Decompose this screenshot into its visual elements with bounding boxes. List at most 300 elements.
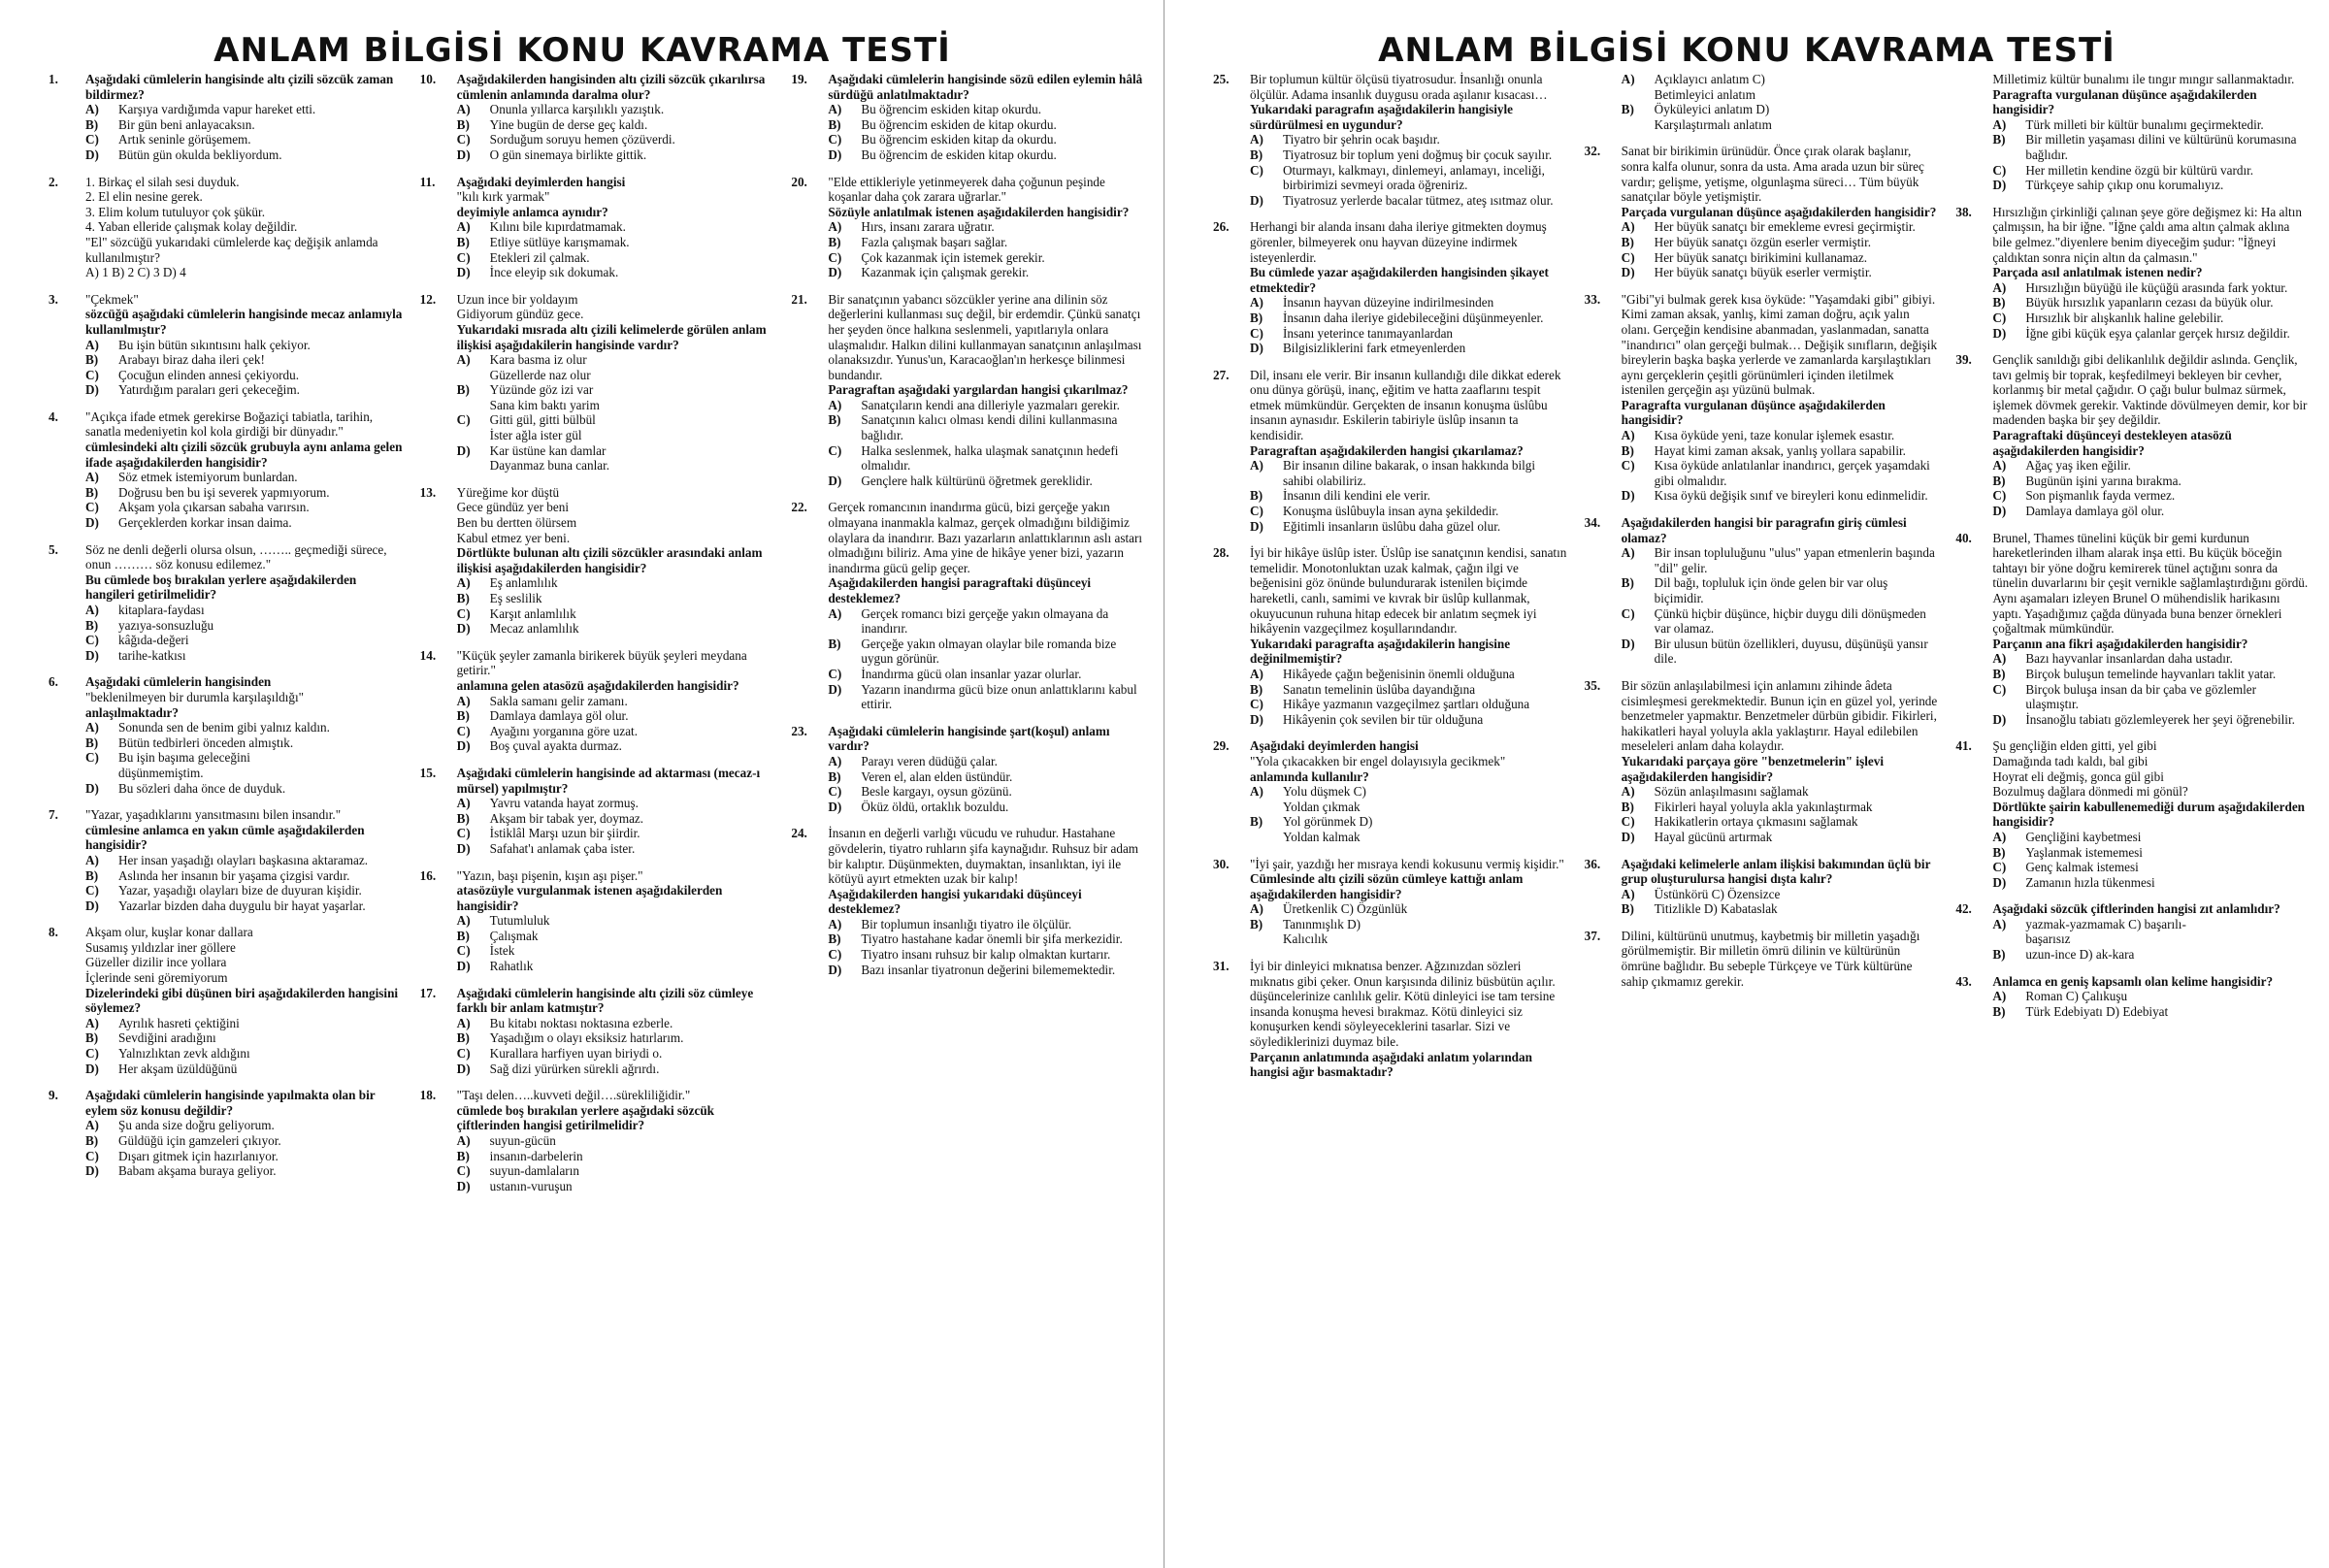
answer-option	[457, 796, 774, 811]
option-label: B)	[828, 412, 841, 428]
option-label: D)	[1250, 711, 1263, 727]
option-label: B)	[1621, 234, 1634, 249]
option-label: A)	[85, 102, 99, 117]
option-label: A)	[1992, 651, 2007, 667]
option-text: Sözün anlaşılmasını sağlamak	[1654, 784, 1809, 800]
option-text: Kısa öyküde yeni, taze konular işlemek esastır.	[1654, 428, 1895, 443]
question-body	[1622, 292, 1939, 504]
question-prompt: Anlamca en geniş kapsamlı olan kelime hangisidir?	[1992, 973, 2274, 989]
question	[791, 826, 1145, 977]
question-body	[457, 485, 774, 637]
question-body	[828, 724, 1145, 815]
option-text: Tutumluluk	[489, 913, 550, 929]
option-label: C)	[456, 723, 471, 738]
question-number: 14.	[419, 647, 437, 663]
answer-option	[1622, 458, 1939, 488]
question-stem: "Yazar, yaşadıklarını yansıtmasını bilen insandır."	[85, 807, 342, 823]
option-text: Hırs, insanı zarara uğratır.	[861, 219, 995, 235]
option-text: Kılını bile kıpırdatmamak.	[489, 219, 626, 235]
option-text: Bu kitabı noktası noktasına ezberle.	[489, 1015, 673, 1030]
option-label: D)	[828, 265, 842, 280]
option-label: B)	[1250, 310, 1263, 325]
option-text: İstek	[489, 943, 515, 959]
option-label: C)	[1621, 249, 1635, 265]
option-text: Yavru vatanda hayat zormuş.	[489, 796, 639, 811]
option-text: Kurallara harfiyen uyan biriydi o.	[489, 1046, 663, 1062]
answer-option	[457, 382, 774, 412]
option-label: B)	[1250, 814, 1263, 830]
option-text: O gün sinemaya birlikte gittik.	[489, 147, 647, 162]
question-stem: İnsanın en değerli varlığı vücudu ve ruhudur. Hastahane gövdelerin, tiyatro ruhların şifa kaynağıdır. Ruhsuz bir adam bir kalıptır. Düşünmekten, duymaktan, insanlıktan, iyi ile kötüyü ayırt etmekten uzak bir kalıp!	[828, 826, 1139, 887]
question-number: 9.	[49, 1088, 58, 1103]
question-number: 24.	[791, 826, 807, 841]
question-prompt: Aşağıdakilerden hangisinden altı çizili sözcük çıkarılırsa cümlenin anlamında daralma olur?	[456, 72, 766, 102]
answer-option	[457, 575, 774, 591]
option-text: Oturmayı, kalkmayı, dinlemeyi, anlamayı, inceliği, birbirimizi sevmeyi orada öğreniriz.	[1283, 162, 1545, 193]
answer-option	[85, 1062, 403, 1077]
question-stem: Uzun ince bir yoldayım Gidiyorum gündüz gece.	[456, 291, 584, 322]
option-text: Etekleri zil çalmak.	[489, 249, 590, 265]
answer-option	[457, 1163, 774, 1179]
question	[49, 409, 403, 531]
option-label: A)	[1621, 886, 1635, 901]
answer-option	[1992, 458, 2310, 474]
question-stem: Herhangi bir alanda insanı daha ileriye gitmekten doymuş görenler, bilmeyerek onu hayvan düzeyine indirmek isteyenlerdir.	[1250, 219, 1547, 265]
answer-option	[1622, 488, 1939, 504]
option-label: D)	[828, 147, 842, 162]
option-label: D)	[85, 1061, 99, 1076]
answer-option	[1250, 667, 1567, 682]
option-text: Kara basma iz olur Güzellerde naz olur	[489, 352, 591, 382]
answer-option	[1250, 712, 1567, 728]
option-text: Yazarın inandırma gücü bize onun anlattıklarını kabul ettirir.	[861, 681, 1137, 712]
question	[1585, 929, 1939, 989]
answer-option	[457, 738, 774, 754]
option-label: A)	[1250, 666, 1263, 681]
question-stem: Hırsızlığın çirkinliği çalınan şeye göre değişmez ki: Ha altın çalmışsın, ha bir iğne. "İğne çaldı ama altın çalmak aklına bile gelmez."diyenlere benim diyeceğim şudur: "İğneyi çaldıktan sonra niçin altın da çalmasın."	[1992, 204, 2302, 265]
answer-option	[1250, 295, 1567, 310]
option-label: D)	[456, 147, 471, 162]
option-label: D)	[1250, 518, 1263, 534]
answer-option	[457, 265, 774, 280]
option-text: Yatırdığım paraları geri çekeceğim.	[118, 382, 300, 398]
answer-option	[85, 781, 403, 797]
question-stem: 1. Birkaç el silah sesi duyduk. 2. El elin nesine gerek. 3. Elim kolum tutuluyor çok şükür. 4. Yaban elleride çalışmak kolay değildir. "El" sözcüğü yukarıdaki cümlelerde kaç değişik anlamda kullanılmıştır? A) 1 B) 2 C) 3 D) 4	[85, 174, 378, 280]
option-text: Tiyatro bir şehrin ocak başıdır.	[1283, 132, 1440, 147]
answer-option	[85, 515, 403, 531]
answer-option	[828, 931, 1145, 947]
question-prompt: Cümlesinde altı çizili sözün cümleye kattığı anlam aşağıdakilerden hangisidir?	[1250, 871, 1524, 901]
option-label: A)	[456, 1015, 471, 1030]
answer-option	[1622, 72, 1939, 102]
answer-option	[828, 682, 1145, 712]
option-text: Dışarı gitmek için hazırlanıyor.	[118, 1148, 279, 1163]
question	[791, 500, 1145, 711]
answer-option	[828, 219, 1145, 235]
question-number: 15.	[419, 765, 437, 780]
option-text: Birçok buluşun temelinde hayvanları taklit yatar.	[2025, 666, 2277, 681]
question-body	[1992, 738, 2310, 890]
answer-option	[85, 735, 403, 751]
answer-option	[828, 606, 1145, 637]
option-text: Yüzünde göz izi var Sana kim baktı yarim	[489, 382, 600, 412]
question-prompt: cümlesindeki altı çizili sözcük grubuyla aynı anlama gelen ifade aşağıdakilerden hangisidir?	[85, 440, 403, 470]
answer-option	[1250, 193, 1567, 209]
option-text: İnsanı yeterince tanımayanlardan	[1283, 325, 1454, 341]
answer-option	[828, 147, 1145, 163]
answer-option	[1250, 784, 1567, 814]
option-label: A)	[828, 916, 842, 931]
question-stem: Yüreğime kor düştü Gece gündüz yer beni Ben bu dertten ölürsem Kabul etmez yer beni.	[456, 484, 577, 545]
question-prompt: Aşağıdakilerden hangisi yukarıdaki düşünceyi desteklemez?	[828, 886, 1082, 917]
question	[1213, 219, 1567, 355]
option-label: A)	[85, 470, 99, 485]
question-number: 5.	[49, 541, 58, 557]
answer-option	[457, 826, 774, 841]
option-text: Sakla samanı gelir zamanı.	[489, 693, 628, 708]
option-label: A)	[456, 575, 471, 591]
answer-option	[828, 102, 1145, 117]
option-text: kâğıda-değeri	[118, 633, 189, 648]
option-text: Eş seslilik	[489, 591, 542, 605]
question-prompt: Yukarıdaki parçaya göre "benzetmelerin" işlevi aşağıdakilerden hangisidir?	[1621, 753, 1884, 784]
option-label: B)	[456, 1148, 470, 1163]
answer-option	[828, 667, 1145, 682]
option-text: Kısa öyküde anlatılanlar inandırıcı, gerçek yaşamdaki gibi olmalıdır.	[1654, 458, 1930, 488]
option-text: Safahat'ı anlamak çaba ister.	[489, 840, 636, 856]
question-number: 13.	[419, 484, 437, 500]
page-title: ANLAM BİLGİSİ KONU KAVRAMA TESTİ	[1378, 31, 2116, 70]
question-number: 42.	[1955, 901, 1972, 917]
question-number: 28.	[1213, 545, 1230, 561]
option-label: B)	[828, 768, 841, 784]
question-number: 33.	[1584, 291, 1601, 307]
question-prompt: Aşağıdaki cümlelerin hangisinde ad aktarması (mecaz-ı mürsel) yapılmıştır?	[456, 765, 761, 796]
question	[1213, 857, 1567, 948]
answer-option	[85, 720, 403, 735]
question-prompt: Aşağıdaki cümlelerin hangisinde altı çizili söz cümleye farklı bir anlam katmıştır?	[456, 985, 754, 1016]
question-body	[1622, 857, 1939, 917]
answer-option	[85, 470, 403, 485]
option-label: A)	[456, 102, 471, 117]
column	[420, 72, 774, 1568]
answer-option	[828, 265, 1145, 280]
option-text: Bu öğrencim eskiden kitap okurdu.	[861, 102, 1042, 117]
answer-option	[85, 1118, 403, 1133]
answer-option	[1992, 488, 2310, 504]
option-label: B)	[85, 617, 99, 633]
option-text: Yazar, yaşadığı olayları bize de duyuran kişidir.	[118, 883, 362, 898]
option-text: Bu öğrencim de eskiden kitap okurdu.	[861, 147, 1057, 162]
option-label: D)	[456, 265, 471, 280]
option-label: D)	[456, 442, 471, 458]
option-text: Yol görünmek D) Yoldan kalmak	[1283, 814, 1373, 844]
option-label: D)	[1992, 178, 2007, 193]
question	[1213, 368, 1567, 535]
question	[1955, 352, 2310, 519]
answer-option	[457, 943, 774, 959]
option-label: D)	[456, 959, 471, 974]
question-stem: "İyi şair, yazdığı her mısraya kendi kokusunu vermiş kişidir."	[1250, 856, 1564, 871]
option-label: A)	[828, 605, 842, 621]
answer-option	[457, 708, 774, 724]
option-label: C)	[85, 1148, 99, 1163]
answer-option	[828, 117, 1145, 133]
answer-option	[1992, 845, 2310, 861]
answer-option	[1250, 901, 1567, 917]
option-text: uzun-ince D) ak-kara	[2025, 947, 2135, 963]
question-body	[1992, 974, 2310, 1020]
question-body	[457, 986, 774, 1077]
answer-option	[85, 750, 403, 780]
option-text: Bir milletin yaşaması dilini ve kültürünü korumasına bağlıdır.	[2025, 132, 2297, 162]
option-text: Damlaya damlaya göl olur.	[2025, 504, 2165, 519]
question-stem: Bir sözün anlaşılabilmesi için anlamını zihinde âdeta cisimleşmesi gerekmektedir. Bunun için en güzel yol, yerinde benzetmeler yapmaktır. Benzetmeler dürbün gibidir. Fikirleri, hakikatleri hayal yoluyla akla yaklaştırır. Hayal edilebilen meseleleri anlam daha kolaydır.	[1621, 677, 1938, 754]
answer-option	[1992, 651, 2310, 667]
question-prompt: deyimiyle anlamca aynıdır?	[456, 204, 608, 219]
question-body	[1992, 901, 2310, 962]
option-label: D)	[828, 962, 842, 977]
option-label: D)	[828, 681, 842, 697]
option-label: A)	[456, 1133, 471, 1148]
option-label: B)	[1621, 442, 1634, 458]
option-label: D)	[456, 621, 471, 637]
option-label: B)	[828, 636, 841, 651]
answer-option	[85, 1149, 403, 1164]
answer-option	[1992, 1004, 2310, 1020]
option-label: C)	[828, 249, 842, 265]
option-text: Tiyatrosuz yerlerde bacalar tütmez, ateş ısıtmaz olur.	[1283, 192, 1554, 208]
option-text: Etliye sütlüye karışmamak.	[489, 234, 630, 249]
option-label: C)	[1621, 814, 1635, 830]
answer-option	[1622, 575, 1939, 605]
option-label: C)	[828, 132, 842, 147]
question-number: 27.	[1213, 367, 1230, 382]
option-text: Kar üstüne kan damlar Dayanmaz buna canlar.	[489, 442, 610, 474]
answer-option	[457, 929, 774, 944]
answer-option	[457, 235, 774, 250]
question-body	[1250, 738, 1567, 844]
question-number	[1585, 72, 1622, 132]
option-label: A)	[1992, 829, 2007, 844]
question-stem: Gerçek romancının inandırma gücü, bizi gerçeğe yakın olmayana inanmakla kalmaz, gerçek olmadığını bildiğimiz olaylara da inandırır. Bazı yazarların anlattıklarının aslı astarı olmadığını biliriz. Ama yine de hikâye yener bizi, yazarın inandırma gücü gelip geçer.	[828, 500, 1143, 575]
answer-option	[1622, 545, 1939, 575]
question-number: 12.	[419, 291, 437, 307]
option-label: B)	[85, 484, 99, 500]
question-number: 17.	[419, 985, 437, 1000]
question-body	[1250, 959, 1567, 1080]
option-text: Gerçeğe yakın olmayan olaylar bile romanda bize uygun görünür.	[861, 636, 1117, 667]
answer-option	[457, 1062, 774, 1077]
answer-option	[828, 412, 1145, 442]
question-body	[1250, 72, 1567, 208]
option-label: B)	[1992, 295, 2006, 310]
question-stem: "Yazın, başı pişenin, kışın aşı pişer."	[456, 867, 643, 883]
question-number: 22.	[791, 500, 807, 515]
answer-option	[1992, 917, 2310, 947]
option-text: yazıya-sonsuzluğu	[118, 617, 214, 633]
question-body	[457, 648, 774, 754]
answer-option	[85, 1030, 403, 1046]
option-text: Birçok buluşa insan da bir çaba ve gözlemler ulaşmıştır.	[2025, 681, 2257, 712]
option-label: B)	[456, 708, 470, 724]
option-text: yazmak-yazmamak C) başarılı- başarısız	[2025, 916, 2186, 947]
option-label: B)	[1621, 799, 1634, 814]
option-label: C)	[828, 666, 842, 681]
option-text: Öyküleyici anlatım D) Karşılaştırmalı anlatım	[1654, 102, 1772, 132]
question-body	[1250, 368, 1567, 535]
answer-option	[85, 648, 403, 664]
answer-option	[457, 841, 774, 857]
answer-option	[457, 1030, 774, 1046]
question-number	[1955, 72, 1992, 193]
question	[1955, 205, 2310, 341]
option-label: D)	[85, 147, 99, 162]
option-label: C)	[456, 249, 471, 265]
option-text: Bazı hayvanlar insanlardan daha ustadır.	[2025, 651, 2233, 667]
option-label: D)	[85, 647, 99, 663]
question-body	[85, 542, 403, 664]
option-label: A)	[1621, 428, 1635, 443]
option-text: Bazı insanlar tiyatronun değerini bilememektedir.	[861, 962, 1116, 977]
option-label: C)	[85, 633, 99, 648]
answer-option	[1992, 504, 2310, 519]
option-text: Tiyatrosuz bir toplum yeni doğmuş bir çocuk sayılır.	[1283, 147, 1553, 162]
question-prompt: Aşağıdaki cümlelerin hangisinden	[85, 674, 272, 690]
option-text: Öküz öldü, ortaklık bozuldu.	[861, 799, 1009, 814]
answer-option	[85, 633, 403, 648]
answer-option	[1992, 326, 2310, 342]
option-text: Bu sözleri daha önce de duyduk.	[118, 780, 286, 796]
option-label: A)	[1992, 916, 2007, 931]
option-label: B)	[1621, 575, 1634, 591]
answer-option	[85, 898, 403, 914]
question-number: 23.	[791, 723, 807, 738]
option-label: B)	[456, 928, 470, 943]
option-label: C)	[456, 605, 471, 621]
answer-option	[457, 959, 774, 974]
option-text: suyun-damlaların	[489, 1163, 579, 1179]
question-prompt: Dörtlükte bulunan altı çizili sözcükler arasındaki anlam ilişkisi aşağıdakilerden hangisidir?	[456, 545, 763, 575]
option-label: D)	[1621, 488, 1635, 504]
option-text: Kısa öykü değişik sınıf ve bireyleri konu edinmelidir.	[1654, 488, 1928, 504]
answer-option	[457, 811, 774, 827]
option-label: B)	[456, 116, 470, 132]
option-text: Sanatın temelinin üslûba dayandığına	[1283, 681, 1476, 697]
option-text: Sorduğum soruyu hemen çözüverdi.	[489, 132, 675, 147]
question-body	[457, 766, 774, 857]
option-label: C)	[828, 442, 842, 458]
option-label: D)	[1992, 711, 2007, 727]
question-number: 8.	[49, 925, 58, 940]
question-number: 16.	[419, 867, 437, 883]
option-label: B)	[1250, 916, 1263, 931]
option-text: Bir insan topluluğunu "ulus" yapan etmenlerin başında "dil" gelir.	[1654, 545, 1935, 575]
answer-option	[1250, 132, 1567, 147]
option-label: B)	[828, 931, 841, 947]
option-label: A)	[1250, 784, 1263, 800]
option-label: A)	[85, 1015, 99, 1030]
question-body	[1992, 205, 2310, 341]
option-label: C)	[1250, 504, 1263, 519]
option-label: C)	[85, 500, 99, 515]
answer-option	[1622, 428, 1939, 443]
question	[1955, 531, 2310, 728]
option-text: Üretkenlik C) Özgünlük	[1283, 901, 1408, 917]
question-stem: Akşam olur, kuşlar konar dallara Susamış yıldızlar iner göllere Güzeller dizilir ince yollara İçlerinde seni göremiyorum	[85, 925, 253, 986]
option-text: Artık seninle görüşemem.	[118, 132, 251, 147]
answer-option	[1622, 830, 1939, 845]
option-label: A)	[828, 102, 842, 117]
option-label: C)	[1992, 310, 2007, 325]
option-text: Büyük hırsızlık yapanların cezası da büyük olur.	[2025, 295, 2274, 310]
answer-option	[457, 102, 774, 117]
question	[1213, 959, 1567, 1080]
question	[420, 766, 774, 857]
question-body	[85, 175, 403, 280]
option-label: B)	[1992, 947, 2006, 963]
option-label: D)	[456, 738, 471, 754]
option-text: Eğitimli insanların üslûbu daha güzel olur.	[1283, 518, 1501, 534]
answer-option	[457, 219, 774, 235]
answer-option	[1622, 784, 1939, 800]
answer-option	[1992, 295, 2310, 310]
answer-option	[457, 1149, 774, 1164]
option-label: A)	[1621, 72, 1635, 86]
answer-option	[85, 147, 403, 163]
answer-option	[1622, 102, 1939, 132]
answer-option	[1992, 132, 2310, 162]
question	[420, 1088, 774, 1193]
question	[1955, 738, 2310, 890]
question-prompt: Bu cümlede yazar aşağıdakilerden hangisinden şikayet etmektedir?	[1250, 265, 1549, 295]
left-page	[0, 0, 1164, 1568]
answer-option	[828, 754, 1145, 769]
question	[1213, 545, 1567, 727]
option-text: Hayat kimi zaman aksak, yanlış yollara sapabilir.	[1654, 442, 1906, 458]
option-label: D)	[456, 1061, 471, 1076]
option-text: Türk milleti bir kültür bunalımı geçirmektedir.	[2025, 116, 2264, 132]
option-text: Boş çuval ayakta durmaz.	[489, 738, 622, 754]
question-prompt: Aşağıdaki cümlelerin hangisinde şart(koşul) anlamı vardır?	[828, 723, 1110, 754]
option-label: C)	[85, 883, 99, 898]
option-label: B)	[1992, 473, 2006, 488]
option-label: A)	[1992, 116, 2007, 132]
question-body	[828, 175, 1145, 280]
option-text: Besle kargayı, oysun gözünü.	[861, 784, 1012, 800]
question-stem: "Açıkça ifade etmek gerekirse Boğaziçi tabiatla, tarihin, sanatla medeniyetin kol kola girdiği bir dünyadır."	[85, 408, 374, 440]
option-label: D)	[85, 780, 99, 796]
answer-option	[1622, 800, 1939, 815]
answer-option	[1992, 989, 2310, 1004]
answer-option	[1992, 280, 2310, 296]
option-label: D)	[85, 515, 99, 531]
option-text: Gerçeklerden korkar insan daima.	[118, 515, 292, 531]
answer-option	[1622, 219, 1939, 235]
option-text: Sanatçının kalıcı olması kendi dilini kullanmasına bağlıdır.	[861, 412, 1118, 443]
option-label: C)	[1992, 162, 2007, 178]
option-text: Hayal gücünü artırmak	[1654, 829, 1773, 844]
option-label: A)	[1621, 784, 1635, 800]
question-stem: "Çekmek"	[85, 291, 139, 307]
question-number: 2.	[49, 174, 58, 189]
question-number: 31.	[1213, 959, 1230, 974]
option-label: B)	[456, 591, 470, 605]
answer-option	[1992, 682, 2310, 712]
option-text: Hikâyede çağın beğenisinin önemli olduğuna	[1283, 666, 1515, 681]
question-prompt: anlaşılmaktadır?	[85, 704, 179, 720]
option-label: A)	[1250, 458, 1263, 474]
